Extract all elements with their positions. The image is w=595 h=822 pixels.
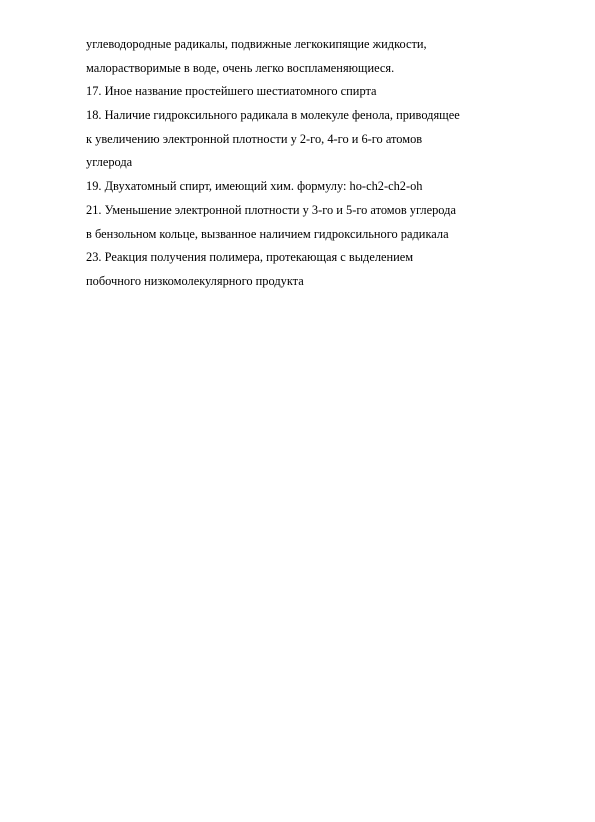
text-line: углерода — [86, 155, 133, 170]
document-text — [86, 33, 526, 294]
question-18: 18. Наличие гидроксильного радикала в молекуле фенола, приводящее — [86, 108, 460, 123]
text-line: малорастворимые в воде, очень легко воспламеняющиеся. — [86, 60, 395, 75]
question-23: 23. Реакция получения полимера, протекающая с выделением — [86, 250, 414, 265]
text-line: углеводородные радикалы, подвижные легкокипящие жидкости, — [86, 37, 427, 51]
text-line: к увеличению электронной плотности у 2-го, 4-го и 6-го атомов — [86, 131, 423, 146]
question-19: 19. Двухатомный спирт, имеющий хим. формулу: ho-ch2-ch2-oh — [86, 179, 423, 194]
text-line: побочного низкомолекулярного продукта — [86, 273, 304, 288]
text-line: в бензольном кольце, вызванное наличием гидроксильного радикала — [86, 226, 449, 241]
question-21: 21. Уменьшение электронной плотности у 3-го и 5-го атомов углерода — [86, 202, 456, 217]
question-17: 17. Иное название простейшего шестиатомного спирта — [86, 84, 377, 99]
